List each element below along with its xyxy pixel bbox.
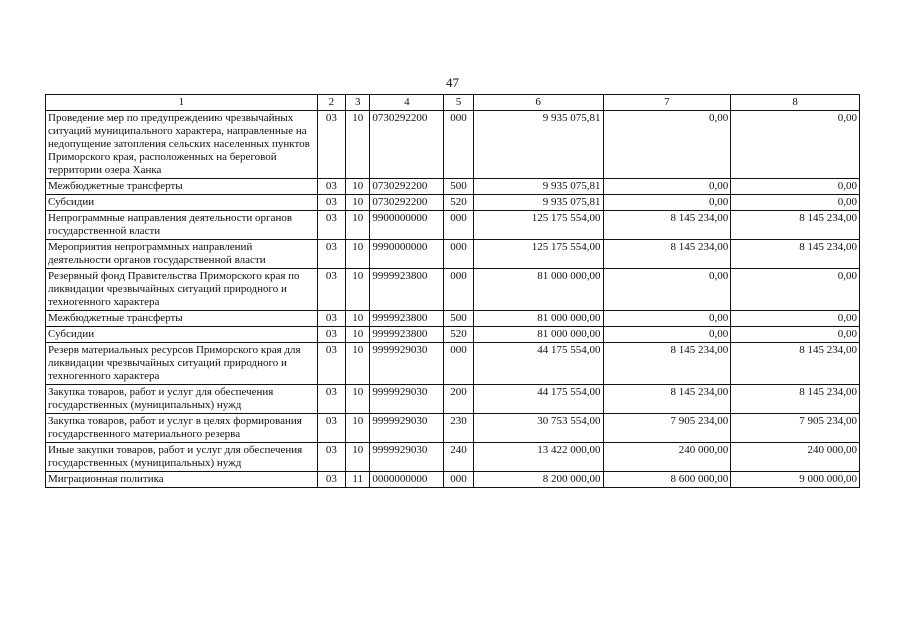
amount-col8: 0,00 [731, 195, 860, 211]
table-row [46, 195, 860, 211]
amount-col6: 44 175 554,00 [473, 343, 603, 385]
table-row [46, 269, 860, 311]
subsection-code: 10 [346, 269, 370, 311]
table-row [46, 111, 860, 179]
amount-col7: 0,00 [603, 327, 731, 343]
row-name: Субсидии [46, 327, 318, 343]
amount-col8: 9 000 000,00 [731, 472, 860, 488]
amount-col8: 0,00 [731, 327, 860, 343]
expense-type-code: 000 [444, 240, 473, 269]
expense-type-code: 240 [444, 443, 473, 472]
section-code: 03 [317, 343, 345, 385]
subsection-code: 10 [346, 414, 370, 443]
row-name: Резерв материальных ресурсов Приморского края для ликвидации чрезвычайных ситуаций природного и техногенного характера [46, 343, 318, 385]
amount-col8: 8 145 234,00 [731, 211, 860, 240]
amount-col8: 240 000,00 [731, 443, 860, 472]
amount-col6: 81 000 000,00 [473, 269, 603, 311]
expense-type-code: 500 [444, 179, 473, 195]
column-header: 6 [473, 95, 603, 111]
table-header-row [46, 95, 860, 111]
amount-col8: 8 145 234,00 [731, 385, 860, 414]
amount-col8: 8 145 234,00 [731, 240, 860, 269]
amount-col6: 30 753 554,00 [473, 414, 603, 443]
amount-col8: 0,00 [731, 179, 860, 195]
target-article-code: 9990000000 [370, 240, 444, 269]
expense-type-code: 200 [444, 385, 473, 414]
target-article-code: 9900000000 [370, 211, 444, 240]
expense-type-code: 000 [444, 269, 473, 311]
column-header: 1 [46, 95, 318, 111]
section-code: 03 [317, 269, 345, 311]
target-article-code: 0000000000 [370, 472, 444, 488]
column-header: 4 [370, 95, 444, 111]
amount-col8: 0,00 [731, 269, 860, 311]
section-code: 03 [317, 111, 345, 179]
subsection-code: 10 [346, 240, 370, 269]
amount-col6: 13 422 000,00 [473, 443, 603, 472]
subsection-code: 10 [346, 385, 370, 414]
target-article-code: 9999929030 [370, 414, 444, 443]
column-header: 2 [317, 95, 345, 111]
table-row [46, 211, 860, 240]
subsection-code: 11 [346, 472, 370, 488]
row-name: Миграционная политика [46, 472, 318, 488]
amount-col6: 81 000 000,00 [473, 327, 603, 343]
table-row [46, 414, 860, 443]
row-name: Закупка товаров, работ и услуг в целях формирования государственного материального резерва [46, 414, 318, 443]
row-name: Мероприятия непрограммных направлений деятельности органов государственной власти [46, 240, 318, 269]
row-name: Межбюджетные трансферты [46, 179, 318, 195]
amount-col7: 8 145 234,00 [603, 240, 731, 269]
row-name: Резервный фонд Правительства Приморского края по ликвидации чрезвычайных ситуаций природного и техногенного характера [46, 269, 318, 311]
amount-col6: 125 175 554,00 [473, 240, 603, 269]
section-code: 03 [317, 311, 345, 327]
expense-type-code: 000 [444, 211, 473, 240]
amount-col6: 44 175 554,00 [473, 385, 603, 414]
table-row [46, 311, 860, 327]
amount-col8: 0,00 [731, 111, 860, 179]
row-name: Непрограммные направления деятельности органов государственной власти [46, 211, 318, 240]
amount-col7: 8 145 234,00 [603, 211, 731, 240]
row-name: Межбюджетные трансферты [46, 311, 318, 327]
amount-col7: 7 905 234,00 [603, 414, 731, 443]
table-row [46, 343, 860, 385]
section-code: 03 [317, 211, 345, 240]
expense-type-code: 520 [444, 327, 473, 343]
section-code: 03 [317, 443, 345, 472]
amount-col7: 8 145 234,00 [603, 343, 731, 385]
row-name: Субсидии [46, 195, 318, 211]
subsection-code: 10 [346, 111, 370, 179]
amount-col6: 81 000 000,00 [473, 311, 603, 327]
expense-type-code: 230 [444, 414, 473, 443]
target-article-code: 9999923800 [370, 327, 444, 343]
amount-col6: 9 935 075,81 [473, 111, 603, 179]
subsection-code: 10 [346, 195, 370, 211]
target-article-code: 0730292200 [370, 179, 444, 195]
subsection-code: 10 [346, 443, 370, 472]
amount-col8: 7 905 234,00 [731, 414, 860, 443]
column-header: 7 [603, 95, 731, 111]
table-row [46, 327, 860, 343]
page-number: 47 [446, 75, 459, 90]
section-code: 03 [317, 327, 345, 343]
target-article-code: 0730292200 [370, 111, 444, 179]
target-article-code: 9999923800 [370, 311, 444, 327]
column-header: 5 [444, 95, 473, 111]
section-code: 03 [317, 179, 345, 195]
section-code: 03 [317, 414, 345, 443]
amount-col7: 0,00 [603, 179, 731, 195]
section-code: 03 [317, 385, 345, 414]
expense-type-code: 000 [444, 343, 473, 385]
amount-col7: 0,00 [603, 111, 731, 179]
target-article-code: 9999929030 [370, 443, 444, 472]
amount-col6: 125 175 554,00 [473, 211, 603, 240]
amount-col8: 8 145 234,00 [731, 343, 860, 385]
table-row [46, 472, 860, 488]
amount-col8: 0,00 [731, 311, 860, 327]
row-name: Закупка товаров, работ и услуг для обеспечения государственных (муниципальных) нужд [46, 385, 318, 414]
target-article-code: 9999923800 [370, 269, 444, 311]
expense-type-code: 000 [444, 472, 473, 488]
column-header: 8 [731, 95, 860, 111]
expense-type-code: 520 [444, 195, 473, 211]
budget-table [45, 94, 860, 488]
amount-col7: 8 600 000,00 [603, 472, 731, 488]
target-article-code: 0730292200 [370, 195, 444, 211]
amount-col7: 0,00 [603, 269, 731, 311]
table-row [46, 443, 860, 472]
expense-type-code: 500 [444, 311, 473, 327]
subsection-code: 10 [346, 327, 370, 343]
target-article-code: 9999929030 [370, 385, 444, 414]
subsection-code: 10 [346, 311, 370, 327]
amount-col6: 9 935 075,81 [473, 195, 603, 211]
amount-col6: 9 935 075,81 [473, 179, 603, 195]
amount-col6: 8 200 000,00 [473, 472, 603, 488]
table-row [46, 385, 860, 414]
amount-col7: 8 145 234,00 [603, 385, 731, 414]
amount-col7: 0,00 [603, 311, 731, 327]
amount-col7: 0,00 [603, 195, 731, 211]
expense-type-code: 000 [444, 111, 473, 179]
table-row [46, 240, 860, 269]
subsection-code: 10 [346, 179, 370, 195]
table-row [46, 179, 860, 195]
row-name: Иные закупки товаров, работ и услуг для обеспечения государственных (муниципальных) нужд [46, 443, 318, 472]
target-article-code: 9999929030 [370, 343, 444, 385]
section-code: 03 [317, 472, 345, 488]
row-name: Проведение мер по предупреждению чрезвычайных ситуаций муниципального характера, направленные на недопущение затопления сельских населенных пунктов Приморского края, расположенных на береговой территории озера Ханка [46, 111, 318, 179]
column-header: 3 [346, 95, 370, 111]
section-code: 03 [317, 195, 345, 211]
section-code: 03 [317, 240, 345, 269]
subsection-code: 10 [346, 211, 370, 240]
subsection-code: 10 [346, 343, 370, 385]
amount-col7: 240 000,00 [603, 443, 731, 472]
